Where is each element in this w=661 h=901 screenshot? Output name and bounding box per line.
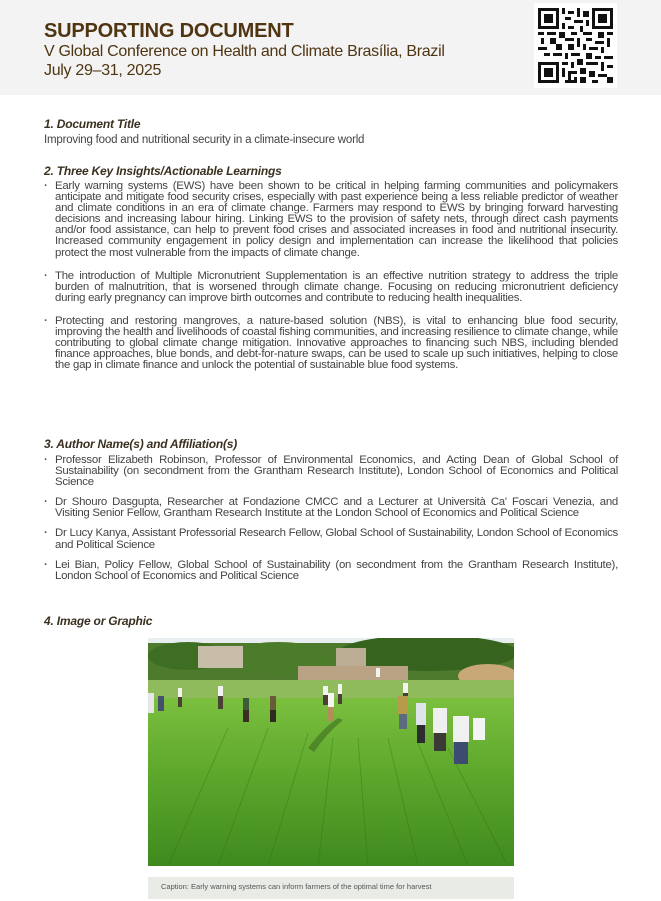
section-heading-document-title: 1. Document Title bbox=[44, 117, 141, 131]
author-item: · Dr Lucy Kanya, Assistant Professorial Research Fellow, Global School of Sustainability, London School of Economics and Political Science bbox=[44, 528, 618, 550]
header-date: July 29–31, 2025 bbox=[44, 62, 162, 79]
section-heading-authors: 3. Author Name(s) and Affiliation(s) bbox=[44, 437, 238, 451]
document-title-value: Improving food and nutritional security in a climate-insecure world bbox=[44, 134, 365, 146]
section-heading-insights: 2. Three Key Insights/Actionable Learnings bbox=[44, 164, 282, 178]
caption-text: Caption: Early warning systems can inform farmers of the optimal time for harvest bbox=[161, 882, 432, 891]
insights-list bbox=[44, 181, 618, 371]
author-item: · Dr Shouro Dasgupta, Researcher at Fondazione CMCC and a Lecturer at Università Ca' Foscari Venezia, and Visiting Senior Fellow, Grantham Research Institute at the London School of Economics and Political Science bbox=[44, 497, 618, 519]
header-title: SUPPORTING DOCUMENT bbox=[44, 20, 294, 42]
insight-item: · Early warning systems (EWS) have been shown to be critical in helping farming communities and policymakers anticipate and mitigate food security crises, especially with past experience being a less reliable predictor of weather and climate conditions in an era of climate change. Farmers may respond to EWS by bringing forward harvesting decisions and increasing labour hiring. Linking EWS to the provision of safety nets, through direct cash payments and/or food assistance, can help to prevent food crises and associated increases in food and nutritional insecurity. Increased community engagement in policy design and implementation can increase the likelihood that policies protect the most vulnerable from the impacts of climate change. bbox=[44, 181, 618, 259]
author-item: · Professor Elizabeth Robinson, Professor of Environmental Economics, and Acting Dean of Global School of Sustainability (on secondment from the Grantham Research Institute), London School of Economics and Political Science bbox=[44, 455, 618, 488]
section-heading-image: 4. Image or Graphic bbox=[44, 614, 153, 628]
header-subtitle: V Global Conference on Health and Climate Brasília, Brazil bbox=[44, 43, 445, 60]
author-item: · Lei Bian, Policy Fellow, Global School of Sustainability (on secondment from the Grantham Research Institute), London School of Economics and Political Science bbox=[44, 560, 618, 582]
qr-code-icon bbox=[534, 3, 617, 88]
authors-list bbox=[44, 455, 618, 582]
image-caption bbox=[148, 877, 514, 899]
document-header bbox=[0, 0, 661, 95]
insight-item: · The introduction of Multiple Micronutrient Supplementation is an effective nutrition strategy to address the triple burden of malnutrition, that is worsened through climate change. Focusing on reducing micronutrient deficiency during early pregnancy can improve birth outcomes and contribute to reducing health inequalities. bbox=[44, 271, 618, 304]
rice-field-photo bbox=[148, 638, 514, 866]
insight-item: · Protecting and restoring mangroves, a nature-based solution (NBS), is vital to enhancing blue food security, improving the health and livelihoods of coastal fishing communities, and increasing resilience to climate change, while contributing to global climate change mitigation. Innovative approaches to financing such NBS, including blended finance approaches, blue bonds, and debt-for-nature swaps, can be used to scale up such initiatives, helping to close the gap in climate finance and unlock the potential of sustainable blue food systems. bbox=[44, 316, 618, 371]
